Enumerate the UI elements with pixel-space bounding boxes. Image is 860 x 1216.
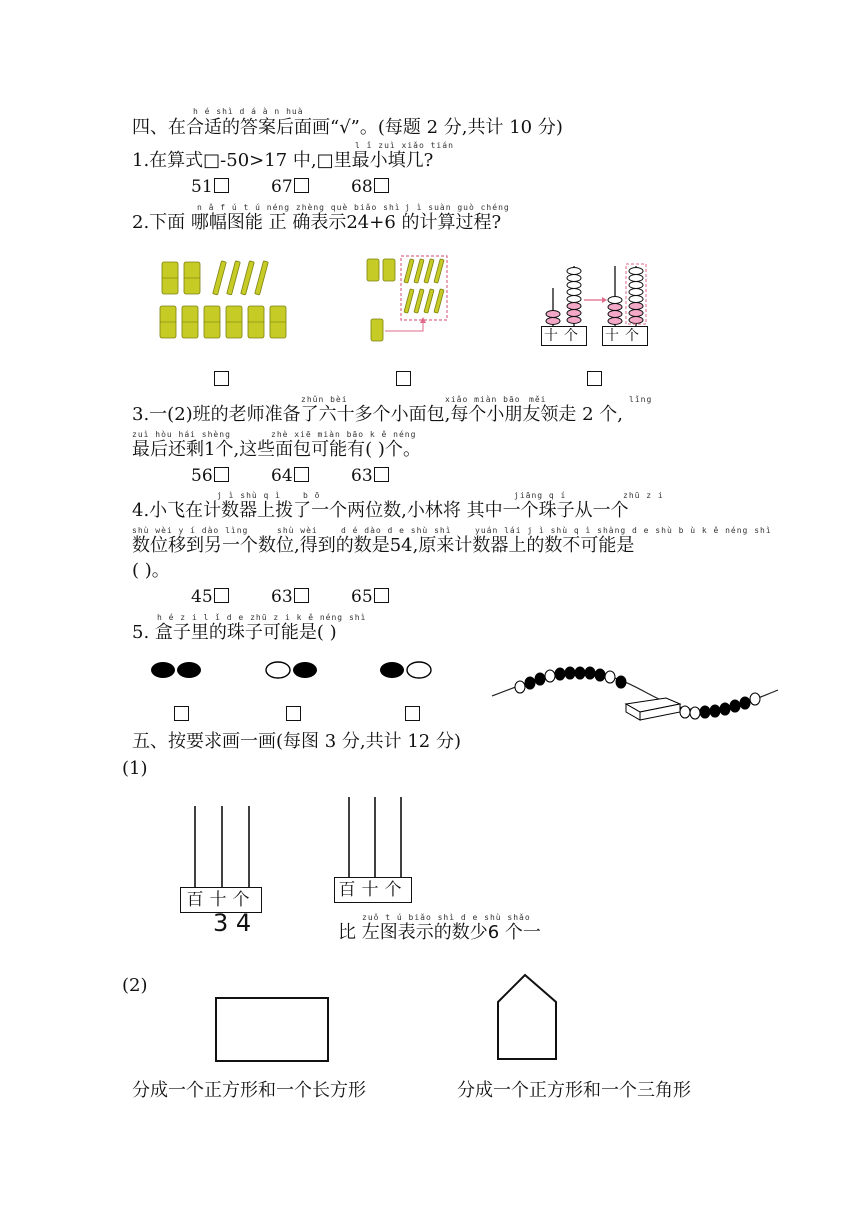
- pinyin-annotation: xiǎo miàn bāo: [445, 395, 521, 404]
- option-label: 64: [271, 466, 293, 486]
- pinyin-annotation: b ō: [303, 491, 321, 500]
- pinyin-annotation: zhū z i: [623, 491, 664, 500]
- answer-checkbox[interactable]: [374, 178, 389, 193]
- pentagon-house-shape: [494, 972, 560, 1062]
- answer-checkbox[interactable]: [294, 467, 309, 482]
- pinyin-annotation: d é dào d e shù shì: [341, 526, 452, 535]
- option-label: 67: [271, 177, 293, 197]
- pinyin-annotation: shù wèi y í dào lìng: [132, 526, 249, 535]
- abacus-digits: 3 4: [213, 909, 252, 937]
- ones-label: 个: [384, 880, 408, 900]
- pinyin-annotation: shù wèi: [277, 526, 318, 535]
- ones-label: 个: [564, 328, 584, 344]
- q1-option-3[interactable]: [351, 177, 389, 197]
- answer-checkbox[interactable]: [374, 467, 389, 482]
- pinyin-annotation: zhè xiē miàn bāo k ě néng: [271, 430, 417, 439]
- q4-option-3[interactable]: [351, 587, 389, 607]
- option-label: 63: [271, 587, 293, 607]
- part-2-label: (2): [122, 975, 148, 996]
- question-3-line-1: 3.一(2)班的老师准备了六十多个小面包,每个小朋友领走 2 个,: [132, 404, 624, 425]
- question-1-text: 1.在算式□-50>17 中,□里最小填几?: [132, 150, 434, 171]
- pinyin-annotation: zhǔn bèi: [301, 395, 348, 404]
- abacus-label-box: [602, 326, 648, 346]
- bead-pairs-image: [148, 658, 448, 682]
- answer-checkbox[interactable]: [294, 588, 309, 603]
- answer-checkbox[interactable]: [214, 178, 229, 193]
- tens-label: 十: [361, 880, 385, 900]
- q4-option-1[interactable]: [191, 587, 229, 607]
- part-2-left-caption: 分成一个正方形和一个长方形: [132, 1080, 366, 1101]
- pinyin-annotation: h é z i l ǐ d e zhū z i k ě néng shì: [157, 613, 367, 622]
- q2-option-c-checkbox[interactable]: [587, 371, 602, 386]
- part-2-right-caption: 分成一个正方形和一个三角形: [457, 1080, 691, 1101]
- regrouping-sticks-image: [363, 253, 453, 345]
- q5-option-b-checkbox[interactable]: [286, 706, 301, 721]
- q3-option-2[interactable]: [271, 466, 309, 486]
- q2-option-b-checkbox[interactable]: [396, 371, 411, 386]
- question-4-line-2: 数位移到另一个数位,得到的数是54,原来计数器上的数不可能是: [132, 535, 635, 556]
- abacus-place-label-box: [334, 877, 412, 903]
- question-4-line-1: 4.小飞在计数器上拨了一个两位数,小林将 其中一个珠子从一个: [132, 500, 629, 521]
- pinyin-annotation: lǐng: [629, 395, 653, 404]
- question-2-text: 2.下面 哪幅图能 正 确表示24+6 的计算过程?: [132, 212, 502, 233]
- section-4-title: 四、在合适的答案后面画“√”。(每题 2 分,共计 10 分): [132, 117, 563, 138]
- answer-checkbox[interactable]: [294, 178, 309, 193]
- section-5-title: 五、按要求画一画(每图 3 分,共计 12 分): [132, 731, 462, 752]
- pinyin-annotation: zuì hòu hái shèng: [132, 430, 231, 439]
- option-label: 51: [191, 177, 213, 197]
- pinyin-annotation: yuán lái j ì shù q ì shàng d e shù b ù k ě néng shì: [475, 526, 772, 535]
- beads-on-string-image: [488, 660, 784, 726]
- pinyin-annotation: jiāng q í: [514, 491, 567, 500]
- part-1-label: (1): [122, 758, 148, 779]
- option-label: 56: [191, 466, 213, 486]
- abacus-label-box: [541, 326, 587, 346]
- rectangle-shape: [214, 996, 332, 1064]
- hundreds-label: 百: [186, 890, 210, 910]
- bundles-and-sticks-image: [158, 258, 298, 344]
- q2-option-a-checkbox[interactable]: [214, 371, 229, 386]
- tens-label: 十: [544, 328, 564, 344]
- option-label: 68: [351, 177, 373, 197]
- question-5-text: 5. 盒子里的珠子可能是( ): [132, 622, 337, 643]
- q1-option-2[interactable]: [271, 177, 309, 197]
- q5-option-a-checkbox[interactable]: [174, 706, 189, 721]
- tens-label: 十: [209, 890, 233, 910]
- question-4-line-3: ( )。: [132, 560, 170, 581]
- pinyin-annotation: j ì suàn guò chéng: [405, 203, 510, 212]
- abacus-caption: 比 左图表示的数少6 个一: [338, 922, 541, 943]
- option-label: 65: [351, 587, 373, 607]
- pinyin-annotation: j ì shù q ì: [217, 491, 281, 500]
- q1-option-1[interactable]: [191, 177, 229, 197]
- answer-checkbox[interactable]: [214, 588, 229, 603]
- pinyin-annotation: zuǒ t ú biǎo shì d e shù shǎo: [362, 913, 531, 922]
- ones-label: 个: [232, 890, 256, 910]
- q4-option-2[interactable]: [271, 587, 309, 607]
- answer-checkbox[interactable]: [214, 467, 229, 482]
- pinyin-annotation: n ǎ f ú t ú néng zhèng què biǎo shì: [197, 203, 401, 212]
- q5-option-c-checkbox[interactable]: [405, 706, 420, 721]
- answer-checkbox[interactable]: [374, 588, 389, 603]
- question-3-line-2: 最后还剩1个,这些面包可能有( )个。: [132, 439, 421, 460]
- pinyin-annotation: měi: [529, 395, 547, 404]
- ones-label: 个: [625, 328, 645, 344]
- q3-option-3[interactable]: [351, 466, 389, 486]
- abacus-rods: [334, 795, 424, 881]
- option-label: 63: [351, 466, 373, 486]
- pinyin-annotation: l ǐ zuì xiǎo tián: [355, 141, 454, 150]
- q3-option-1[interactable]: [191, 466, 229, 486]
- abacus-rods: [180, 804, 270, 890]
- option-label: 45: [191, 587, 213, 607]
- hundreds-label: 百: [338, 880, 362, 900]
- tens-label: 十: [605, 328, 625, 344]
- pinyin-annotation: h é shì d á à n huà: [193, 107, 304, 116]
